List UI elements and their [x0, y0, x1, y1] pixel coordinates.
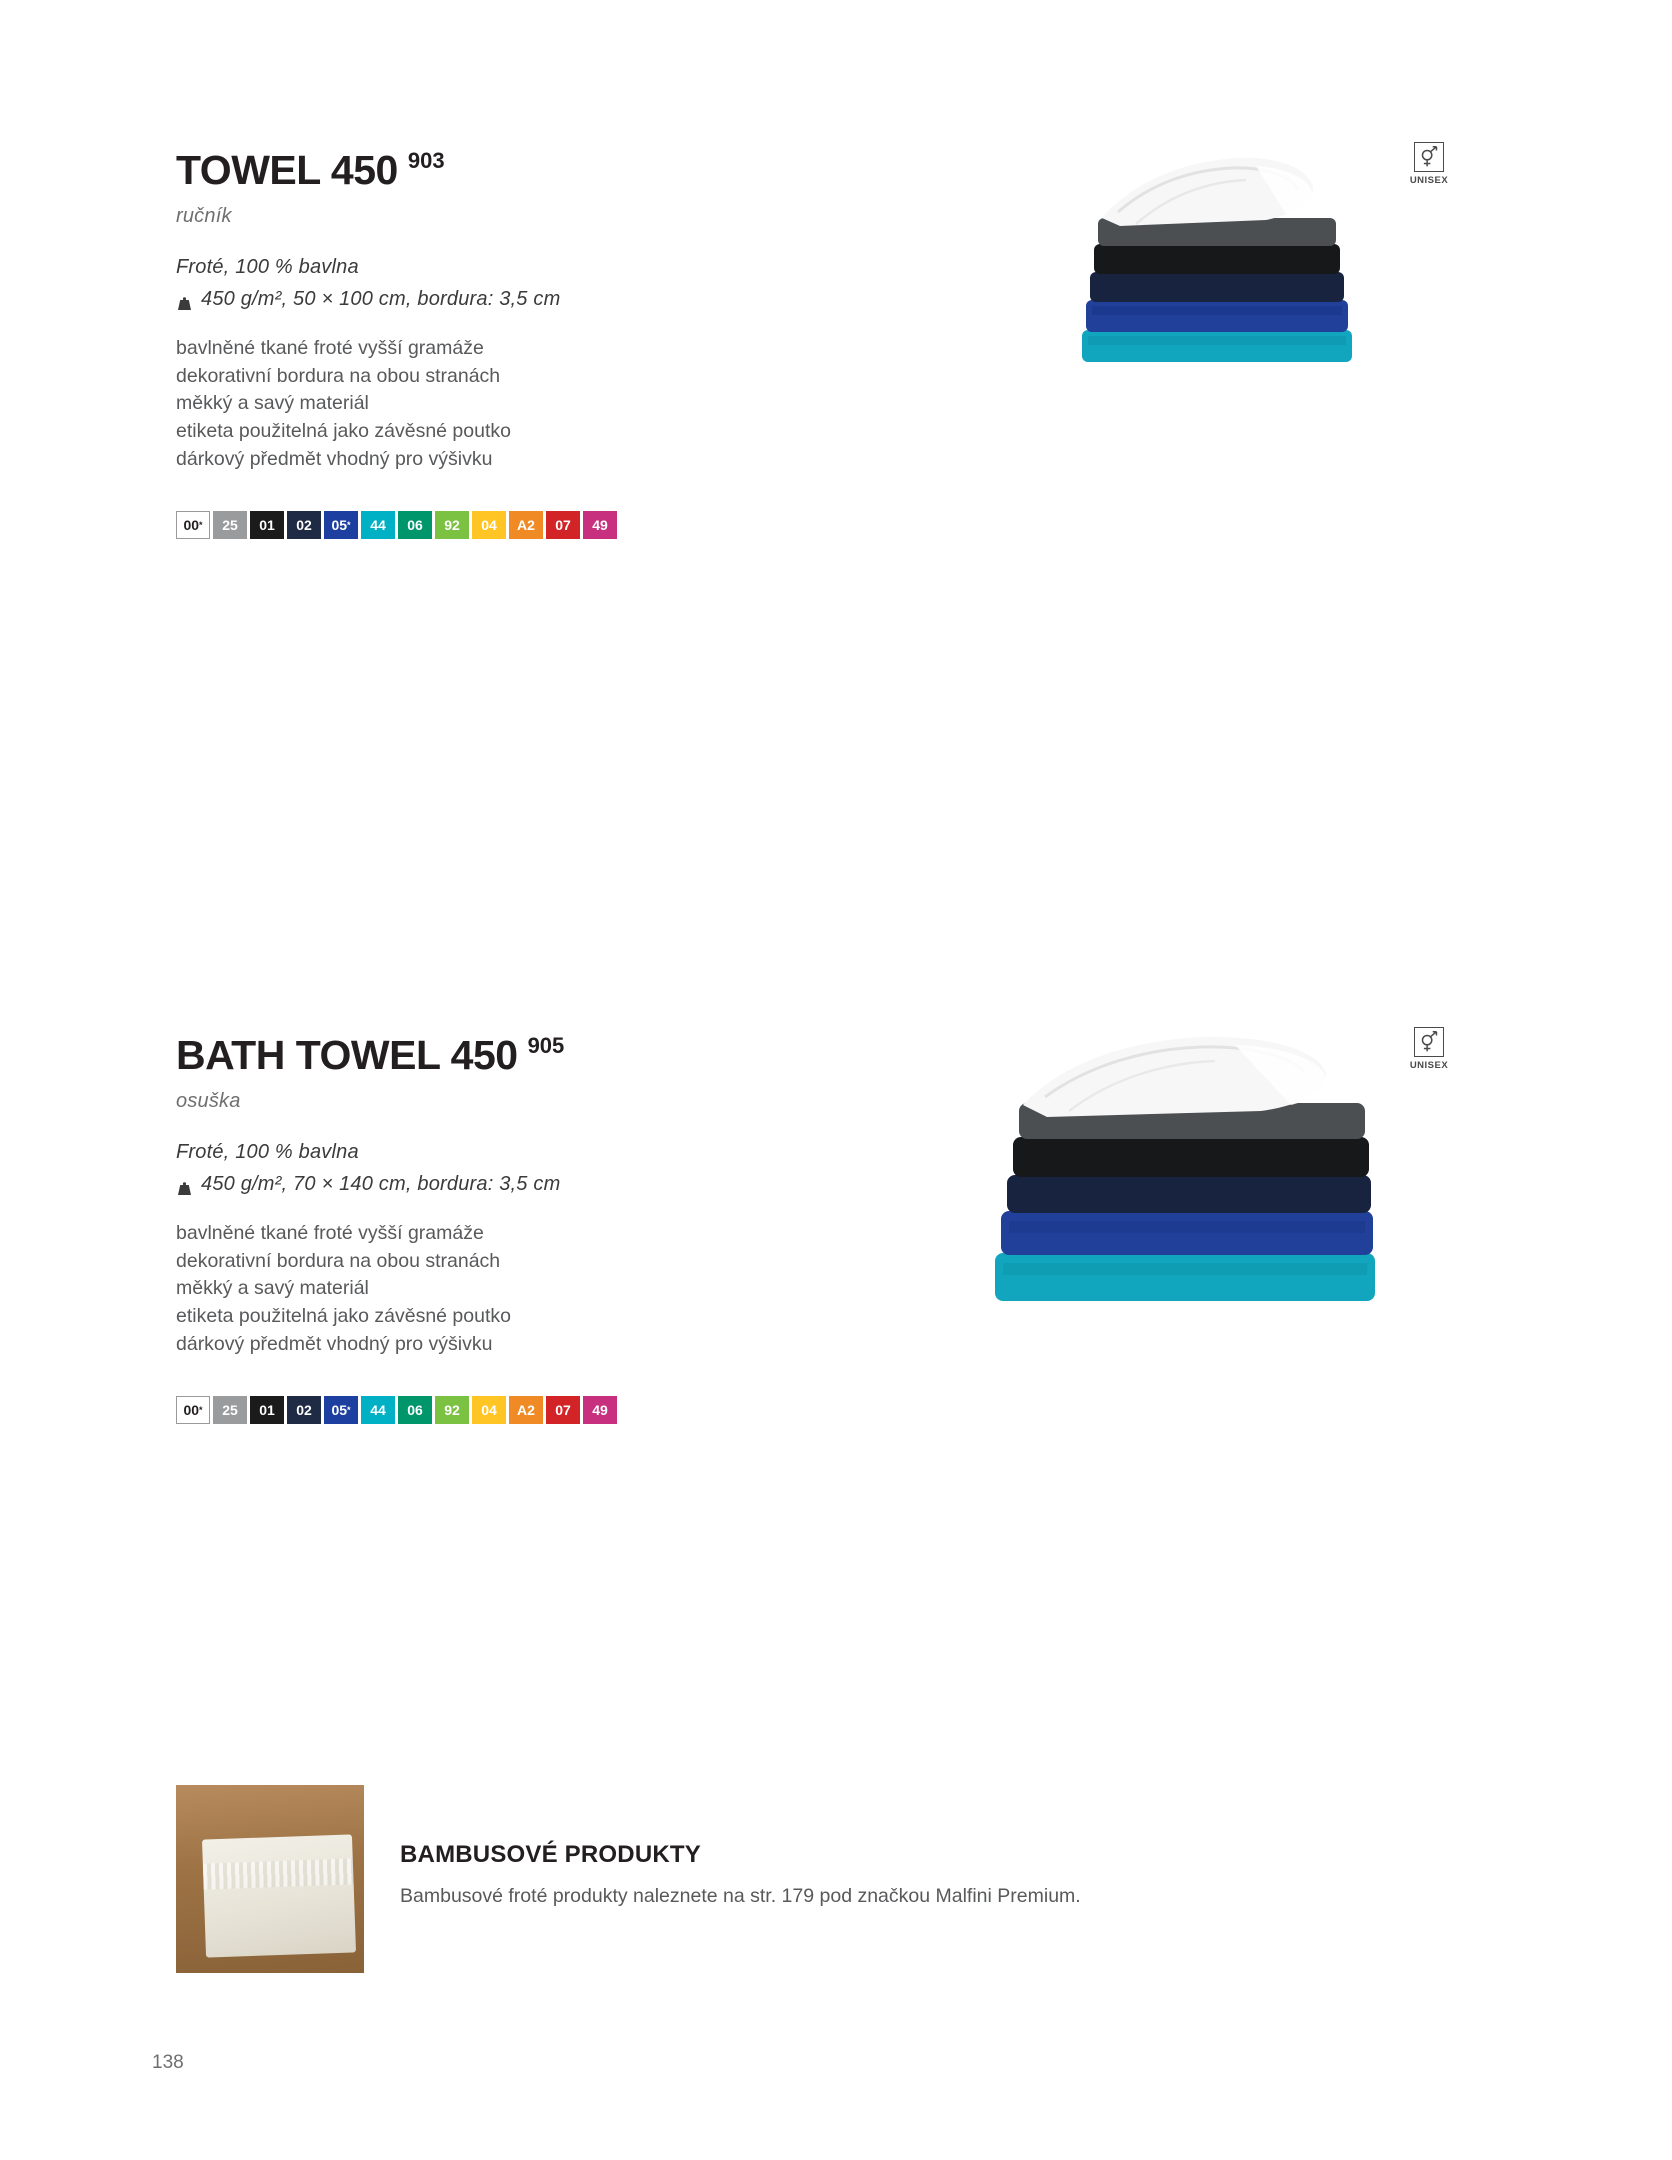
color-swatch[interactable]: 01 — [250, 511, 284, 539]
color-swatch[interactable]: 92 — [435, 1396, 469, 1424]
product-material: Froté, 100 % bavlna — [176, 1141, 359, 1163]
unisex-badge — [1406, 142, 1452, 186]
weight-icon — [176, 294, 193, 309]
color-swatch[interactable]: 25 — [213, 1396, 247, 1424]
page-title: TOWEL 450 — [176, 147, 398, 193]
color-swatch[interactable]: 25 — [213, 511, 247, 539]
color-swatch[interactable]: 07 — [546, 511, 580, 539]
unisex-icon — [1414, 1027, 1444, 1057]
product-spec-text: 450 g/m², 50 × 100 cm, bordura: 3,5 cm — [201, 288, 561, 310]
bamboo-towel-photo — [176, 1785, 364, 1973]
color-swatch[interactable]: 92 — [435, 511, 469, 539]
color-swatch[interactable]: A2 — [509, 511, 543, 539]
product-spec-row — [176, 1173, 796, 1196]
product-subtitle: osuška — [176, 1090, 241, 1112]
color-swatch[interactable]: 07 — [546, 1396, 580, 1424]
color-swatch[interactable]: 04 — [472, 1396, 506, 1424]
color-swatch[interactable]: 44 — [361, 1396, 395, 1424]
color-swatch[interactable]: 06 — [398, 511, 432, 539]
feature-item: bavlněné tkané froté vyšší gramáže — [176, 337, 484, 359]
unisex-label: UNISEX — [1409, 175, 1449, 186]
color-swatch[interactable]: 00 * — [176, 1396, 210, 1424]
color-swatch[interactable]: 05 * — [324, 511, 358, 539]
product-material: Froté, 100 % bavlna — [176, 256, 359, 278]
feature-item: dekorativní bordura na obou stranách — [176, 1249, 501, 1272]
unisex-icon — [1414, 142, 1444, 172]
bamboo-promo-text — [400, 1785, 1081, 1973]
product-text-bath-towel-450 — [176, 1032, 796, 1424]
feature-item: měkký a savý materiál — [176, 1277, 369, 1300]
product-text-towel-450 — [176, 147, 796, 539]
feature-item: dárkový předmět vhodný pro výšivku — [176, 447, 493, 470]
color-swatch[interactable]: 02 — [287, 511, 321, 539]
color-swatch[interactable]: 05 * — [324, 1396, 358, 1424]
feature-item: etiketa použitelná jako závěsné poutko — [176, 420, 511, 443]
page-number: 138 — [152, 2052, 184, 2073]
unisex-badge — [1406, 1027, 1452, 1071]
feature-item: měkký a savý materiál — [176, 392, 369, 415]
product-code: 905 — [527, 1033, 565, 1058]
feature-item: dekorativní bordura na obou stranách — [176, 364, 501, 387]
product-spec-row — [176, 288, 796, 311]
bath-towel-450-stack-photo — [985, 1025, 1405, 1325]
weight-icon — [176, 1179, 193, 1194]
color-swatch[interactable]: 04 — [472, 511, 506, 539]
bamboo-promo-description: Bambusové froté produkty naleznete na str. 179 pod značkou Malfini Premium. — [400, 1885, 1081, 1907]
color-swatches — [176, 1396, 796, 1424]
color-swatch[interactable]: 49 — [583, 511, 617, 539]
color-swatch[interactable]: 06 — [398, 1396, 432, 1424]
unisex-label: UNISEX — [1409, 1060, 1449, 1071]
color-swatch[interactable]: 49 — [583, 1396, 617, 1424]
color-swatch[interactable]: 00 * — [176, 511, 210, 539]
feature-item: dárkový předmět vhodný pro výšivku — [176, 1332, 493, 1355]
color-swatch[interactable]: A2 — [509, 1396, 543, 1424]
towel-450-stack-photo — [1060, 140, 1390, 400]
product-code: 903 — [407, 148, 445, 173]
page-title: BATH TOWEL 450 — [176, 1032, 518, 1078]
bamboo-promo — [176, 1785, 1081, 1973]
product-features — [176, 335, 796, 473]
bamboo-promo-title: BAMBUSOVÉ PRODUKTY — [400, 1841, 701, 1868]
title-row — [176, 147, 796, 193]
feature-item: bavlněné tkané froté vyšší gramáže — [176, 1222, 484, 1244]
title-row — [176, 1032, 796, 1078]
product-subtitle: ručník — [176, 205, 232, 227]
product-spec-text: 450 g/m², 70 × 140 cm, bordura: 3,5 cm — [201, 1173, 561, 1195]
product-features — [176, 1220, 796, 1358]
feature-item: etiketa použitelná jako závěsné poutko — [176, 1305, 511, 1328]
color-swatch[interactable]: 02 — [287, 1396, 321, 1424]
color-swatch[interactable]: 44 — [361, 511, 395, 539]
color-swatches — [176, 511, 796, 539]
color-swatch[interactable]: 01 — [250, 1396, 284, 1424]
